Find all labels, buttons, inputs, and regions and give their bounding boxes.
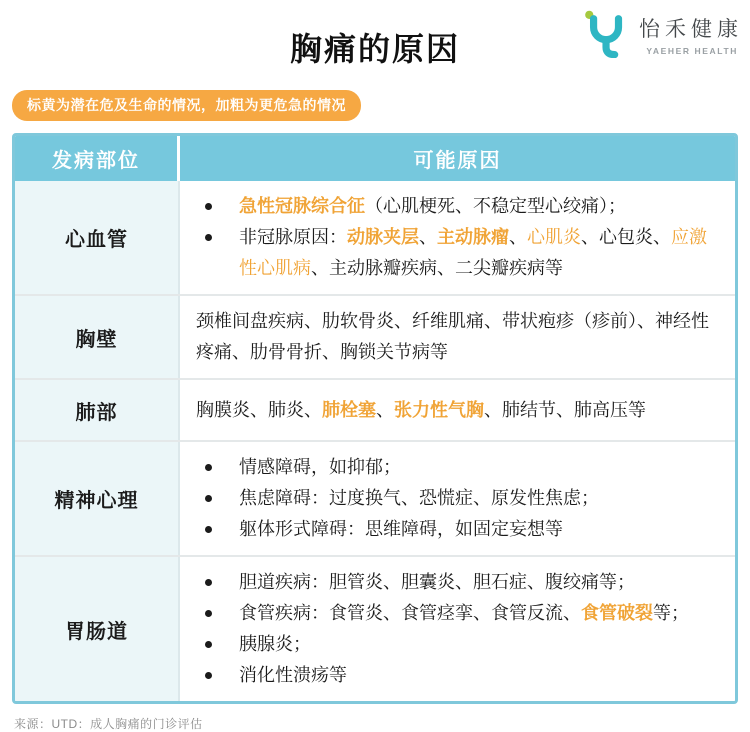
yaeher-health-logo [584, 10, 743, 58]
cause-text: 胰腺炎； [239, 634, 311, 654]
table-body [15, 181, 735, 701]
header-cell-possible-causes: 可能原因 [413, 150, 502, 172]
bullet-icon [205, 641, 212, 648]
cause-text: 胸膜炎、肺炎、肺栓塞、张力性气胸、肺结节、肺高压等 [196, 399, 646, 420]
logo-name-en: YAEHER HEALTH [646, 45, 738, 56]
page-title: 胸痛的原因 [289, 31, 460, 67]
logo-text [639, 13, 743, 56]
cause-text: 情感障碍，如抑郁； [239, 457, 401, 477]
bullet-item [196, 629, 719, 660]
causes-cell [180, 557, 735, 701]
table-row [15, 294, 735, 378]
bullet-item [196, 452, 719, 483]
bullet-icon [205, 672, 212, 679]
cause-text: 非冠脉原因：动脉夹层、主动脉瘤、心肌炎、心包炎、应激性心肌病、主动脉瓣疾病、二尖瓣疾病等 [239, 227, 707, 278]
bullet-icon [205, 234, 212, 241]
stethoscope-y-icon [584, 10, 630, 58]
cause-text-line [196, 395, 719, 426]
table-row [15, 378, 735, 440]
cause-text: 颈椎间盘疾病、肋软骨炎、纤维肌痛、带状疱疹（疹前）、神经性疼痛、肋骨骨折、胸锁关节病等 [196, 311, 709, 362]
table-row [15, 555, 735, 701]
bullet-item [196, 660, 719, 691]
body-part-cell: 精神心理 [15, 442, 180, 555]
legend-badge: 标黄为潜在危及生命的情况，加粗为更危急的情况 [12, 90, 361, 121]
causes-cell [180, 296, 735, 378]
cause-text: 焦虑障碍：过度换气、恐慌症、原发性焦虑； [239, 488, 599, 508]
causes-cell [180, 380, 735, 440]
cause-text: 消化性溃疡等 [239, 665, 347, 685]
body-part-cell: 肺部 [15, 380, 180, 440]
bullet-item [196, 567, 719, 598]
table-header-row [15, 136, 735, 181]
cause-text-line [196, 306, 719, 368]
causes-cell [180, 181, 735, 294]
source-note: 来源：UTD：成人胸痛的门诊评估 [14, 717, 203, 731]
bullet-item [196, 191, 719, 222]
bullet-item [196, 514, 719, 545]
bullet-item [196, 222, 719, 284]
bullet-icon [205, 495, 212, 502]
bullet-icon [205, 203, 212, 210]
causes-cell [180, 442, 735, 555]
bullet-item [196, 598, 719, 629]
logo-name-cn: 怡禾健康 [639, 17, 743, 41]
bullet-icon [205, 526, 212, 533]
page-header [0, 0, 750, 86]
table-row [15, 440, 735, 555]
bullet-icon [205, 579, 212, 586]
bullet-icon [205, 610, 212, 617]
bullet-icon [205, 464, 212, 471]
cause-text: 躯体形式障碍：思维障碍，如固定妄想等 [239, 519, 563, 539]
cause-text: 食管疾病：食管炎、食管痉挛、食管反流、食管破裂等； [239, 603, 689, 623]
body-part-cell: 心血管 [15, 181, 180, 294]
cause-text: 急性冠脉综合征（心肌梗死、不稳定型心绞痛）； [239, 196, 626, 216]
table-row [15, 181, 735, 294]
body-part-cell: 胃肠道 [15, 557, 180, 701]
body-part-cell: 胸壁 [15, 296, 180, 378]
bullet-item [196, 483, 719, 514]
chest-pain-causes-table [12, 133, 738, 704]
header-cell-body-part: 发病部位 [15, 136, 180, 181]
cause-text: 胆道疾病：胆管炎、胆囊炎、胆石症、腹绞痛等； [239, 572, 635, 592]
